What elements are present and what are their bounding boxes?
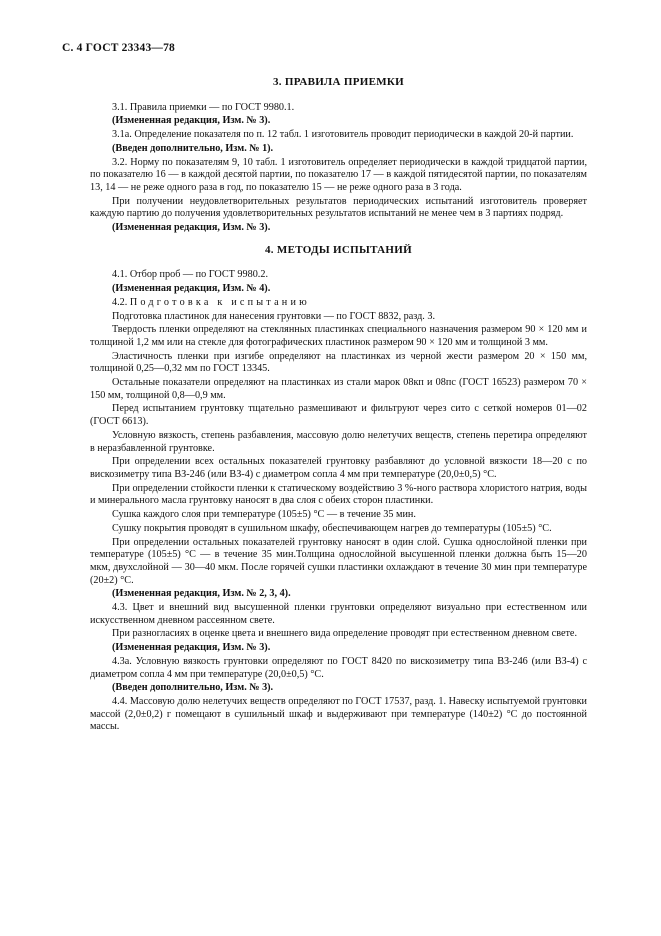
amendment-note: (Введен дополнительно, Изм. № 1).	[112, 142, 274, 154]
page-content	[90, 76, 587, 735]
amendment-note: (Измененная редакция, Изм. № 3).	[112, 642, 271, 654]
section-3-title: 3. ПРАВИЛА ПРИЕМКИ	[272, 76, 405, 88]
paragraph: При определении остальных показателей грунтовку наносят в один слой. Сушка однослойной пленки при температуре (105±5) °С — в течение 35 мин.Толщина однослойной высушенной пленки должна быть 15—20 мкм, двухслойной — 30—40 мкм. После горячей сушки пластинки охлаждают в течение 30 мин при температуре (20±2) °С.	[90, 536, 587, 586]
clause-4-2	[90, 297, 587, 310]
clause-4-4: 4.4. Массовую долю нелетучих веществ определяют по ГОСТ 17537, разд. 1. Навеску испытуемой грунтовки массой (2,0±0,2) г помещают в сушильный шкаф и выдерживают при температуре (140±2) °С до постоянной массы.	[90, 695, 587, 733]
clause-3-1a: 3.1а. Определение показателя по п. 12 табл. 1 изготовитель проводит периодически в каждой 20-й партии.	[112, 129, 574, 141]
paragraph: Эластичность пленки при изгибе определяют на пластинках из черной жести размером 20 × 150 мм, толщиной 0,25—0,32 мм по ГОСТ 13345.	[90, 350, 587, 375]
paragraph: Перед испытанием грунтовку тщательно размешивают и фильтруют через сито с сеткой номеров 01—02 (ГОСТ 6613).	[90, 403, 587, 428]
paragraph: При определении всех остальных показателей грунтовку разбавляют до условной вязкости 18—20 с по вискозиметру типа ВЗ-246 (или ВЗ-4) с диаметром сопла 4 мм при температуре (20,0±0,5) °С.	[90, 456, 587, 480]
paragraph: При получении неудовлетворительных результатов периодических испытаний изготовитель проверяет каждую партию до получения удовлетворительных результатов испытаний не менее чем в 3 партиях подряд.	[90, 195, 587, 220]
clause-heading-spaced: Подготовка к испытанию	[129, 296, 310, 308]
amendment-note: (Измененная редакция, Изм. № 3).	[112, 115, 271, 127]
clause-4-1: 4.1. Отбор проб — по ГОСТ 9980.2.	[112, 269, 268, 281]
amendment-note: (Измененная редакция, Изм. № 4).	[112, 283, 271, 295]
paragraph: Сушка каждого слоя при температуре (105±5) °С — в течение 35 мин.	[112, 509, 416, 521]
amendment-note: (Введен дополнительно, Изм. № 3).	[112, 682, 274, 694]
paragraph: При определении стойкости пленки к статическому воздействию 3 %-ного раствора хлористого натрия, воды и минерального масла грунтовку наносят в два слоя с обеих сторон пластинки.	[90, 482, 587, 507]
clause-number: 4.2.	[112, 296, 128, 308]
amendment-note: (Измененная редакция, Изм. № 3).	[112, 222, 271, 234]
clause-3-1: 3.1. Правила приемки — по ГОСТ 9980.1.	[112, 101, 295, 113]
paragraph: Сушку покрытия проводят в сушильном шкафу, обеспечивающем нагрев до температуры (105±5) °С.	[112, 522, 552, 534]
clause-3-2: 3.2. Норму по показателям 9, 10 табл. 1 изготовитель определяет периодически в каждой тридцатой партии, по показателю 16 — в каждой десятой партии, по показателю 17 — в каждой пятидесятой партии, по показателям 13, 14 — не реже одного раза в год, по показателю 15 — не реже одного раза в 3 года.	[90, 156, 587, 193]
paragraph: Твердость пленки определяют на стеклянных пластинках специального назначения размером 90 × 120 мм и толщиной 1,2 мм или на стекле для фотографических пластинок размером 90 × 120 мм и толщиной 3 мм.	[90, 324, 587, 348]
paragraph: При разногласиях в оценке цвета и внешнего вида определение проводят при естественном дневном свете.	[112, 628, 577, 640]
paragraph: Условную вязкость, степень разбавления, массовую долю нелетучих веществ, степень перетира определяют в неразбавленной грунтовке.	[90, 429, 587, 454]
paragraph: Остальные показатели определяют на пластинках из стали марок 08кп и 08пс (ГОСТ 16523) размером 70 × 150 мм, толщиной 0,8—0,9 мм.	[90, 377, 587, 401]
paragraph: Подготовка пластинок для нанесения грунтовки — по ГОСТ 8832, разд. 3.	[112, 310, 436, 322]
clause-4-3: 4.3. Цвет и внешний вид высушенной пленки грунтовки определяют визуально при естественном или искусственном дневном рассеянном свете.	[90, 602, 587, 626]
section-4-title: 4. МЕТОДЫ ИСПЫТАНИЙ	[265, 243, 412, 256]
amendment-note: (Измененная редакция, Изм. № 2, 3, 4).	[112, 588, 291, 600]
clause-4-3a: 4.3а. Условную вязкость грунтовки определяют по ГОСТ 8420 по вискозиметру типа ВЗ-246 (или ВЗ-4) с диаметром сопла 4 мм при температуре (20,0±0,5) °С.	[90, 655, 587, 680]
running-header: С. 4 ГОСТ 23343—78	[62, 42, 175, 54]
